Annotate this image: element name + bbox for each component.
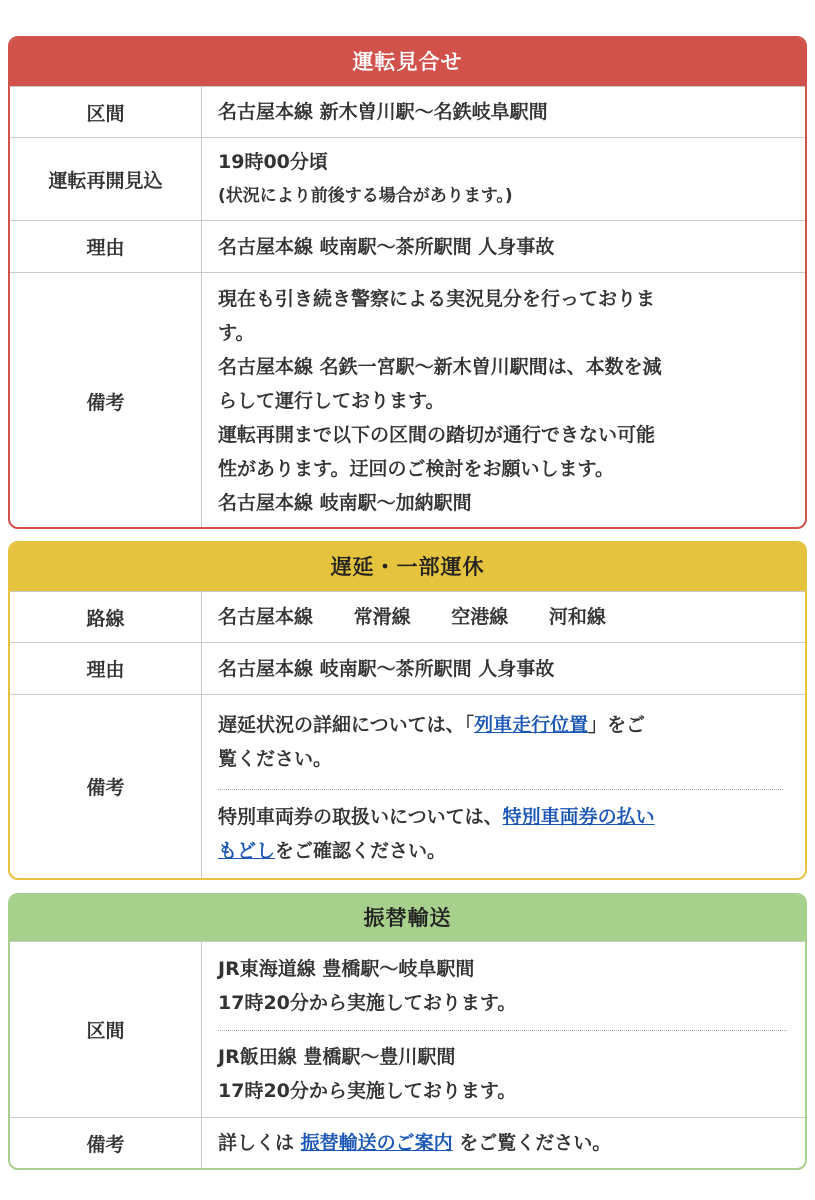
note-line: 性があります。迂回のご検討をお願いします。 — [218, 458, 614, 480]
transfer-panel — [8, 893, 807, 1170]
transfer-guide-link[interactable]: 振替輸送のご案内 — [300, 1132, 453, 1154]
note-line: 名古屋本線 名鉄一宮駅〜新木曽川駅間は、本数を減 — [218, 356, 662, 378]
row-label: 路線 — [10, 592, 202, 642]
route-item: 河和線 — [548, 606, 606, 628]
delay-panel — [8, 541, 807, 880]
note-line: らして運行しております。 — [218, 390, 445, 412]
section-text: 名古屋本線 新木曽川駅〜名鉄岐阜駅間 — [218, 101, 548, 123]
note-text: をご覧ください。 — [452, 1132, 612, 1154]
note-line — [218, 800, 783, 834]
table-row — [10, 1117, 805, 1168]
note-line: 覧ください。 — [218, 748, 333, 770]
note-line: 運転再開まで以下の区間の踏切が通行できない可能 — [218, 424, 656, 446]
train-position-link[interactable]: 列車走行位置 — [474, 714, 589, 736]
note-line — [218, 1126, 789, 1160]
row-label: 理由 — [10, 221, 202, 272]
transfer-title: 振替輸送 — [10, 895, 805, 941]
table-row — [10, 220, 805, 272]
reason-text: 名古屋本線 岐南駅〜茶所駅間 人身事故 — [218, 657, 555, 680]
transfer-route: JR東海道線 豊橋駅〜岐阜駅間 — [218, 958, 475, 980]
note-block — [218, 695, 783, 789]
suspension-panel — [8, 36, 807, 529]
row-label: 備考 — [10, 273, 202, 529]
special-ticket-refund-link-cont[interactable]: もどし — [218, 839, 276, 862]
route-item: 名古屋本線 — [218, 606, 314, 628]
table-row — [10, 272, 805, 529]
note-text: をご確認ください。 — [275, 839, 447, 862]
row-label: 備考 — [10, 1118, 202, 1168]
table-row — [10, 591, 805, 642]
route-item: 空港線 — [451, 606, 509, 628]
transfer-route: JR飯田線 豊橋駅〜豊川駅間 — [218, 1046, 456, 1068]
special-ticket-refund-link[interactable]: 特別車両券の払い — [502, 805, 655, 828]
row-value — [202, 1118, 805, 1168]
route-list — [218, 600, 789, 634]
transfer-item — [218, 1030, 787, 1117]
note-text: 詳しくは — [218, 1132, 301, 1154]
note-line — [218, 708, 783, 742]
note-block — [218, 789, 783, 877]
row-value — [202, 695, 805, 878]
resume-time: 19時00分頃 — [218, 151, 328, 173]
row-value — [202, 87, 805, 137]
row-label: 区間 — [10, 87, 202, 137]
table-row — [10, 694, 805, 878]
row-value — [202, 643, 805, 694]
row-value — [202, 942, 805, 1117]
table-row — [10, 941, 805, 1117]
note-line: 名古屋本線 岐南駅〜加納駅間 — [218, 492, 472, 514]
note-text: 」をご — [588, 714, 646, 736]
note-line — [218, 834, 783, 868]
delay-title: 遅延・一部運休 — [10, 543, 805, 591]
transfer-since: 17時20分から実施しております。 — [218, 992, 517, 1014]
transfer-item — [218, 942, 787, 1030]
note-line: 現在も引き続き警察による実況見分を行っておりま — [218, 288, 656, 310]
reason-text: 名古屋本線 岐南駅〜茶所駅間 人身事故 — [218, 235, 555, 258]
row-value — [202, 592, 805, 642]
row-label: 区間 — [10, 942, 202, 1117]
row-value — [202, 221, 805, 272]
table-row — [10, 137, 805, 220]
table-row — [10, 86, 805, 137]
note-line: す。 — [218, 322, 255, 344]
row-label: 運転再開見込 — [10, 138, 202, 220]
row-value — [202, 138, 805, 220]
resume-note: (状況により前後する場合があります。) — [218, 186, 513, 206]
table-row — [10, 642, 805, 694]
transfer-since: 17時20分から実施しております。 — [218, 1080, 517, 1102]
note-text: 遅延状況の詳細については、「 — [218, 714, 475, 736]
row-label: 備考 — [10, 695, 202, 878]
row-label: 理由 — [10, 643, 202, 694]
suspension-title: 運転見合せ — [10, 38, 805, 86]
row-value — [202, 273, 805, 529]
route-item: 常滑線 — [353, 606, 411, 628]
note-text: 特別車両券の取扱いについては、 — [218, 805, 503, 828]
